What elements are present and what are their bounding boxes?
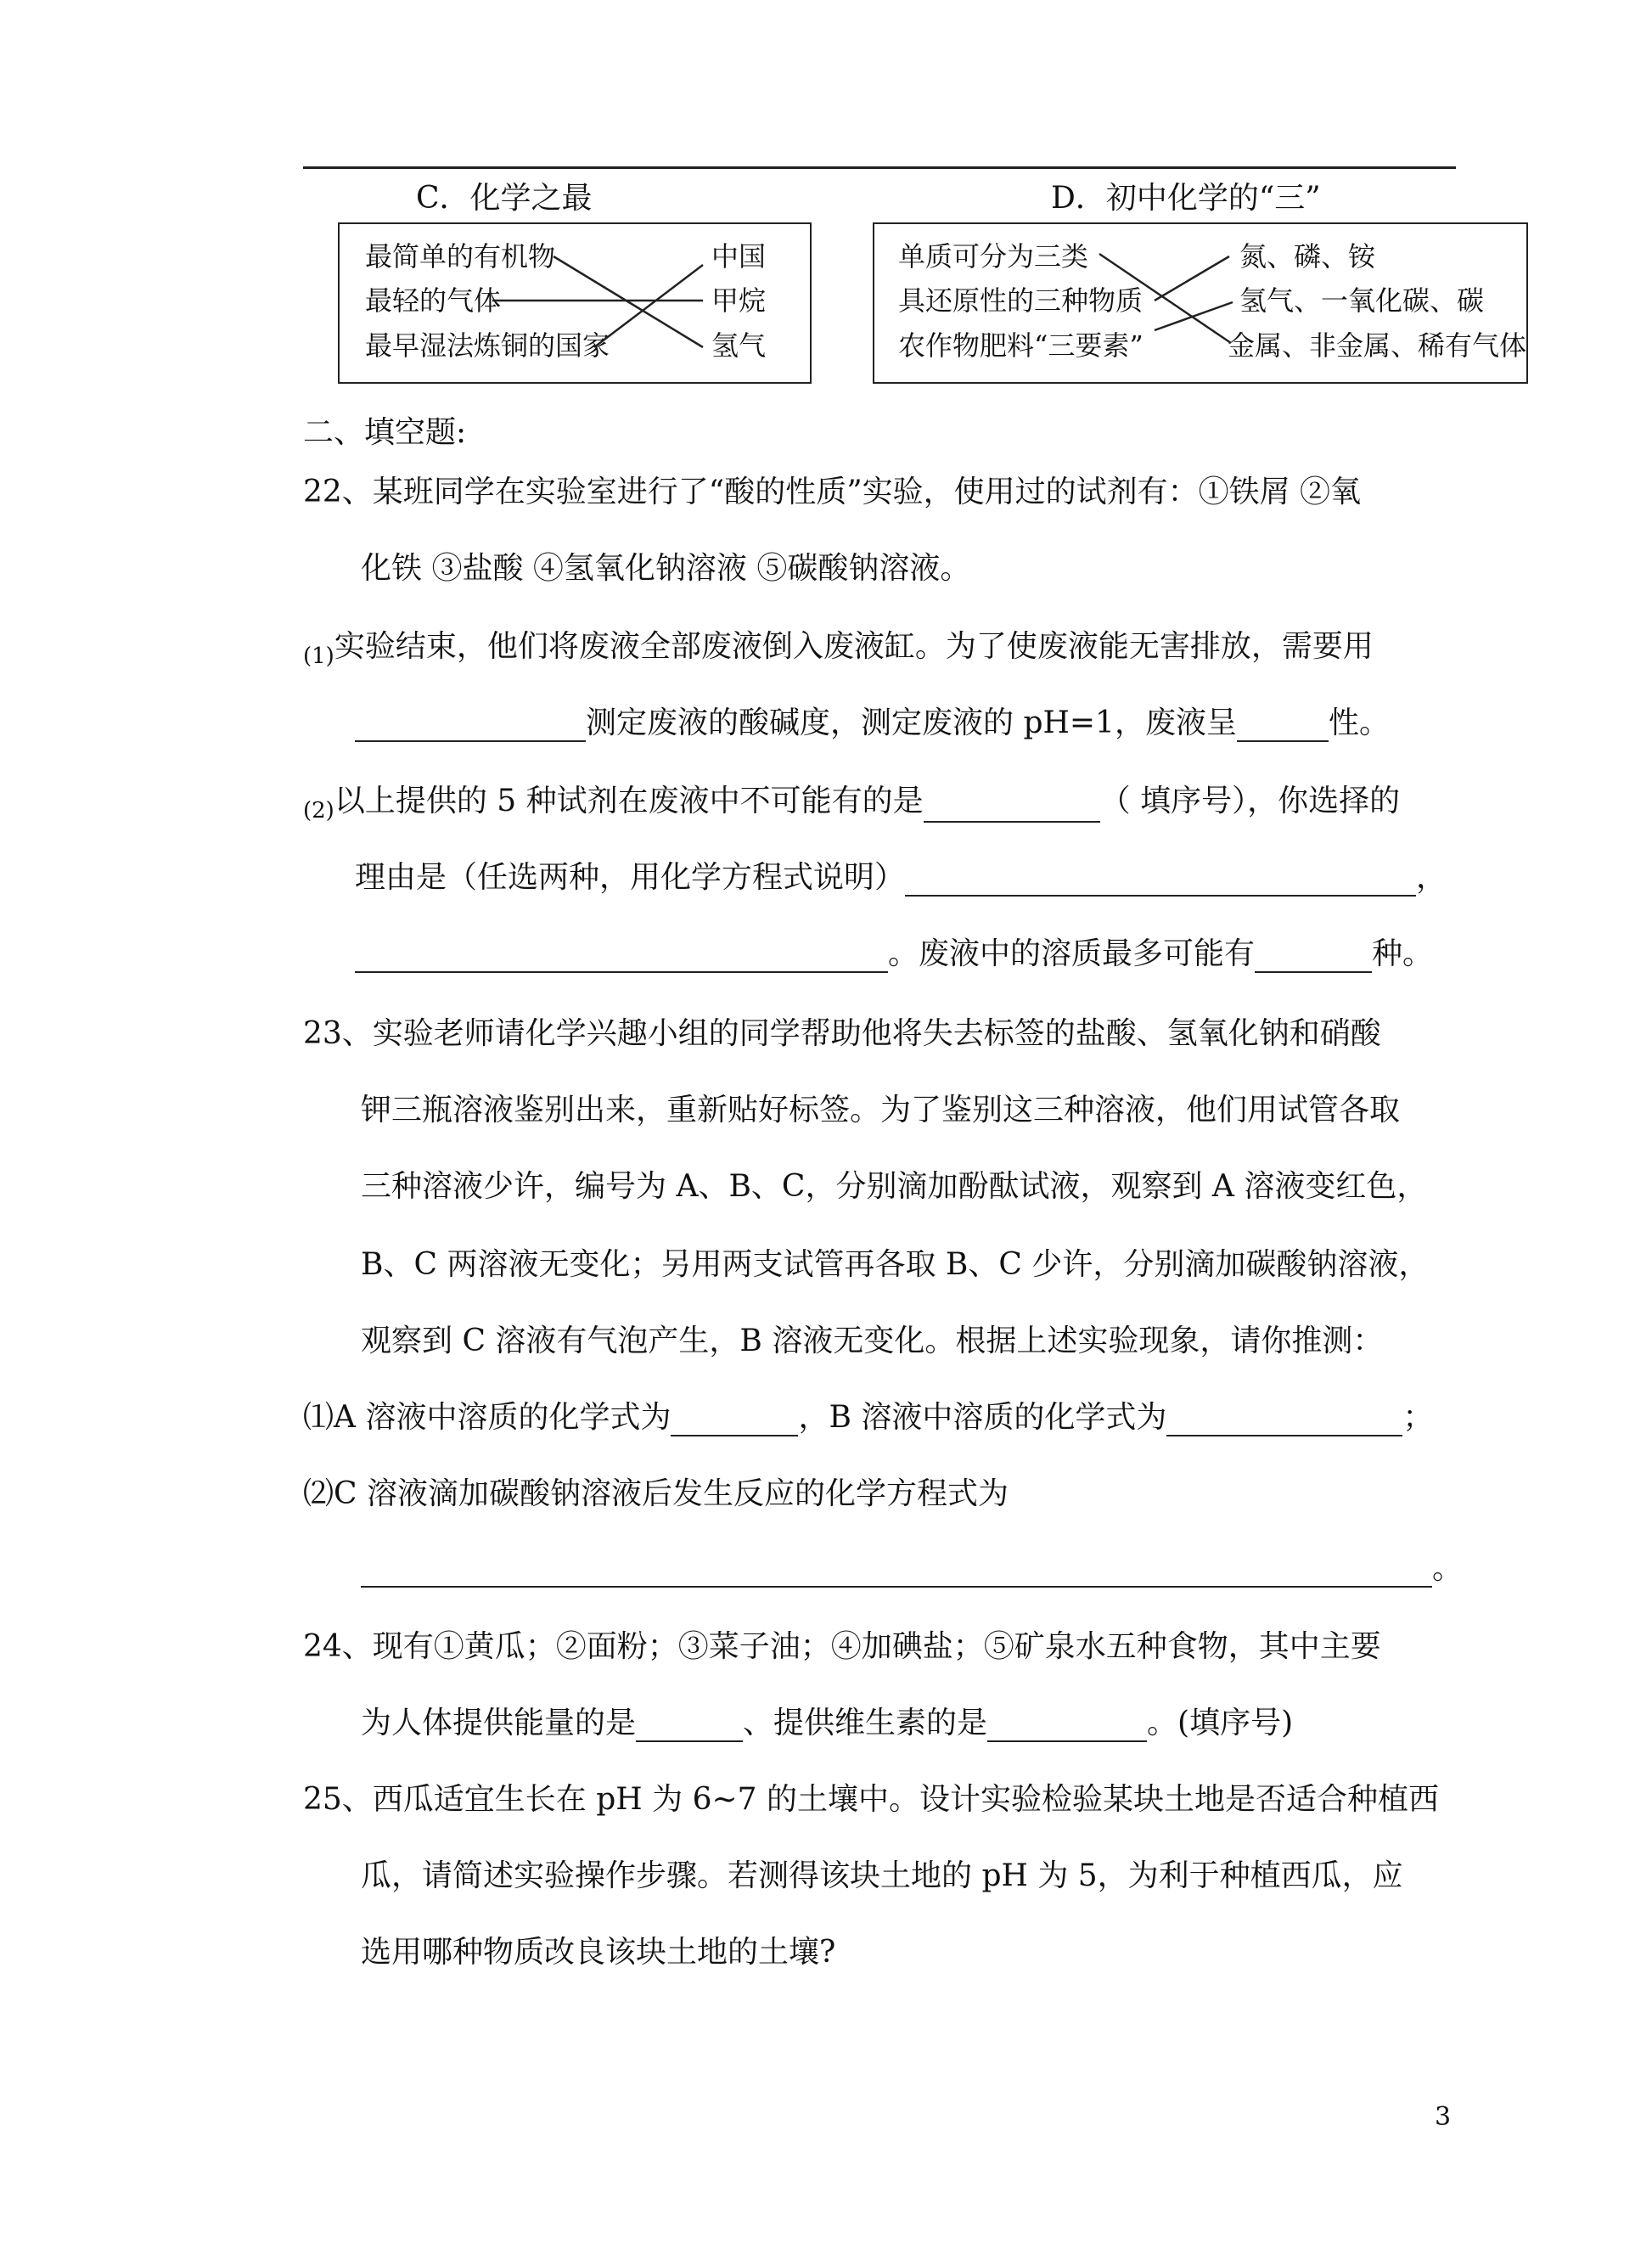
q22-part2-line-2 bbox=[355, 859, 1447, 897]
q25-line-3: 选用哪种物质改良该块土地的土壤? bbox=[361, 1935, 836, 1970]
q22-reason-comma: ， bbox=[1416, 860, 1447, 895]
q23-part2-line: ⑵C 溶液滴加碳酸钠溶液后发生反应的化学方程式为 bbox=[303, 1476, 1009, 1511]
q22-part2-line-3 bbox=[355, 936, 1433, 973]
q23-part1-text-a: ⑴A 溶液中溶质的化学式为 bbox=[303, 1400, 671, 1435]
q22-measure-tool-blank[interactable] bbox=[355, 708, 586, 742]
q23-line-4: B、C 两溶液无变化；另用两支试管再各取 B、C 少许，分别滴加碳酸钠溶液， bbox=[361, 1247, 1430, 1282]
q24-text-b: 、提供维生素的是 bbox=[743, 1706, 988, 1740]
q23-line-2: 钾三瓶溶液鉴别出来，重新贴好标签。为了鉴别这三种溶液，他们用试管各取 bbox=[361, 1093, 1401, 1127]
page-number: 3 bbox=[1435, 2102, 1452, 2132]
q22-part1-line-2 bbox=[355, 705, 1390, 742]
q23-part1-text-b: ，B 溶液中溶质的化学式为 bbox=[798, 1400, 1167, 1435]
q22-part1-text-3: 性。 bbox=[1328, 706, 1390, 740]
matching-c-left-3: 最早湿法炼铜的国家 bbox=[365, 329, 610, 362]
q22-line-1: 22、某班同学在实验室进行了“酸的性质”实验，使用过的试剂有：①铁屑 ②氧 bbox=[303, 475, 1362, 509]
q23-line-3: 三种溶液少许，编号为 A、B、C，分别滴加酚酞试液，观察到 A 溶液变红色， bbox=[361, 1169, 1428, 1204]
q23-line-1: 23、实验老师请化学兴趣小组的同学帮助他将失去标签的盐酸、氢氧化钠和硝酸 bbox=[303, 1016, 1381, 1051]
q23-line-5: 观察到 C 溶液有气泡产生，B 溶液无变化。根据上述实验现象，请你推测： bbox=[361, 1324, 1384, 1358]
q23-part1-text-c: ； bbox=[1402, 1400, 1434, 1435]
q24-text-c: 。(填序号) bbox=[1147, 1706, 1294, 1740]
q22-part2-text: 以上提供的 5 种试剂在废液中不可能有的是 bbox=[334, 784, 924, 818]
matching-c-left-2: 最轻的气体 bbox=[365, 284, 502, 317]
q22-part2-number: (2) bbox=[303, 798, 334, 824]
header-rule bbox=[303, 166, 1456, 169]
q22-solute-text: 。废液中的溶质最多可能有 bbox=[888, 936, 1256, 971]
q22-part2-text-2: （ 填序号），你选择的 bbox=[1099, 784, 1401, 818]
q22-reason-label: 理由是（任选两种，用化学方程式说明） bbox=[355, 860, 906, 895]
matching-c-right-3: 氢气 bbox=[711, 329, 767, 362]
q24-vitamin-blank[interactable] bbox=[987, 1708, 1147, 1742]
q23-part1-line bbox=[303, 1399, 1433, 1436]
q23-b-formula-blank[interactable] bbox=[1166, 1403, 1402, 1436]
q22-part1-text: 实验结束，他们将废液全部废液倒入废液缸。为了使废液能无害排放，需要用 bbox=[334, 629, 1374, 664]
q23-equation-blank[interactable] bbox=[361, 1554, 1432, 1588]
matching-c-right-2: 甲烷 bbox=[711, 284, 767, 317]
q24-text-a: 为人体提供能量的是 bbox=[361, 1706, 637, 1740]
matching-d-left-2: 具还原性的三种物质 bbox=[898, 284, 1143, 317]
section-title: 二、填空题: bbox=[303, 415, 467, 450]
matching-d-connector-lines bbox=[874, 224, 1530, 385]
matching-d-title: D．初中化学的“三” bbox=[1051, 181, 1321, 216]
q22-part1-number: (1) bbox=[303, 644, 334, 669]
q23-a-formula-blank[interactable] bbox=[671, 1403, 798, 1436]
matching-c-left-1: 最简单的有机物 bbox=[365, 240, 556, 273]
q22-solute-count-blank[interactable] bbox=[1255, 939, 1372, 973]
q22-reason-blank-2[interactable] bbox=[355, 939, 888, 973]
matching-c-connector-lines bbox=[340, 224, 813, 385]
matching-c-box bbox=[338, 222, 812, 384]
q24-line-2 bbox=[361, 1705, 1293, 1742]
matching-d-left-1: 单质可分为三类 bbox=[898, 240, 1089, 273]
q22-line-2: 化铁 ③盐酸 ④氢氧化钠溶液 ⑤碳酸钠溶液。 bbox=[361, 551, 971, 586]
matching-d-right-1: 氮、磷、铵 bbox=[1239, 240, 1376, 273]
q24-line-1: 24、现有①黄瓜；②面粉；③菜子油；④加碘盐；⑤矿泉水五种食物，其中主要 bbox=[303, 1629, 1381, 1664]
q22-part1-line-1 bbox=[303, 628, 1374, 668]
matching-c-right-1: 中国 bbox=[711, 240, 767, 273]
q22-reason-blank-1[interactable] bbox=[905, 863, 1416, 897]
q25-line-2: 瓜，请简述实验操作步骤。若测得该块土地的 pH 为 5，为利于种植西瓜，应 bbox=[361, 1858, 1403, 1893]
matching-d-box bbox=[873, 222, 1528, 384]
q22-part2-line-1 bbox=[303, 783, 1400, 823]
matching-d-right-3: 金属、非金属、稀有气体 bbox=[1228, 329, 1527, 362]
q25-line-1: 25、西瓜适宜生长在 pH 为 6~7 的土壤中。设计实验检验某块土地是否适合种植西 bbox=[303, 1782, 1439, 1817]
matching-c-title: C．化学之最 bbox=[416, 181, 593, 216]
matching-d-right-2: 氢气、一氧化碳、碳 bbox=[1239, 284, 1485, 317]
q22-part1-text-2: 测定废液的酸碱度，测定废液的 pH=1，废液呈 bbox=[586, 706, 1237, 740]
q22-property-blank[interactable] bbox=[1237, 708, 1329, 742]
q23-equation-end: 。 bbox=[1432, 1551, 1464, 1586]
q22-solute-unit: 种。 bbox=[1372, 936, 1434, 971]
matching-d-left-3: 农作物肥料“三要素” bbox=[898, 329, 1143, 362]
q23-part2-answer-line bbox=[361, 1550, 1463, 1588]
q22-impossible-reagents-blank[interactable] bbox=[924, 789, 1100, 823]
q24-energy-blank[interactable] bbox=[636, 1708, 743, 1742]
